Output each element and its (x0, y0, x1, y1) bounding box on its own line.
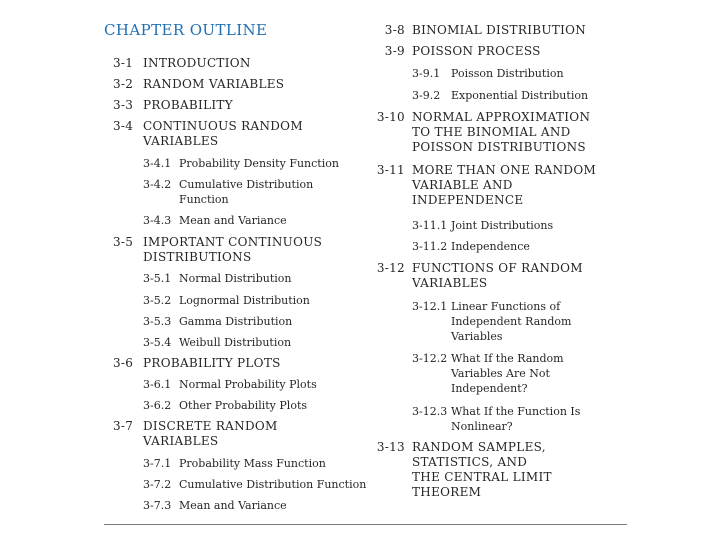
section-title-line: VARIABLES (143, 134, 219, 148)
subsection-number: 3-5.1 (143, 272, 172, 285)
section-number: 3-1 (113, 56, 134, 70)
subsection-title-line: Other Probability Plots (179, 399, 308, 412)
subsection-number: 3-11.1 (412, 219, 448, 232)
subsection-title-line: Independent Random (451, 315, 572, 328)
section-title-line: INTRODUCTION (143, 56, 251, 70)
subsection-title-line: Probability Mass Function (179, 457, 326, 470)
section-title-line: VARIABLE AND (412, 178, 513, 192)
section-title-line: RANDOM SAMPLES, (412, 440, 546, 454)
section-number: 3-11 (376, 163, 405, 177)
section-number: 3-12 (376, 261, 405, 275)
section-number: 3-5 (113, 235, 134, 249)
section-number: 3-2 (113, 77, 134, 91)
subsection-number: 3-9.1 (412, 67, 441, 80)
section-title-line: FUNCTIONS OF RANDOM (412, 261, 583, 275)
bottom-rule (104, 524, 627, 525)
subsection-number: 3-11.2 (412, 240, 448, 253)
subsection-title-line: Normal Probability Plots (179, 378, 317, 391)
section-title-line: DISCRETE RANDOM (143, 419, 278, 433)
section-title-line: TO THE BINOMIAL AND (412, 125, 571, 139)
subsection-title-line: Poisson Distribution (451, 67, 564, 80)
section-title-line: VARIABLES (412, 276, 488, 290)
subsection-title-line: What If the Random (451, 352, 564, 365)
subsection-number: 3-9.2 (412, 89, 441, 102)
section-title-line: THE CENTRAL LIMIT (412, 470, 552, 484)
section-title-line: IMPORTANT CONTINUOUS (143, 235, 323, 249)
subsection-number: 3-7.1 (143, 457, 172, 470)
subsection-title-line: What If the Function Is (451, 405, 581, 418)
section-title-line: NORMAL APPROXIMATION (412, 110, 591, 124)
subsection-title-line: Weibull Distribution (179, 336, 292, 349)
subsection-title-line: Mean and Variance (179, 214, 287, 227)
subsection-number: 3-7.3 (143, 499, 172, 512)
section-title-line: INDEPENDENCE (412, 193, 524, 207)
subsection-title-line: Independence (451, 240, 530, 253)
section-title-line: STATISTICS, AND (412, 455, 528, 469)
outline-title: CHAPTER OUTLINE (104, 21, 268, 39)
subsection-title-line: Probability Density Function (179, 157, 339, 170)
subsection-number: 3-4.3 (143, 214, 172, 227)
subsection-title-line: Cumulative Distribution Function (179, 478, 367, 491)
subsection-title-line: Cumulative Distribution (179, 178, 314, 191)
section-number: 3-6 (113, 356, 134, 370)
subsection-title-line: Nonlinear? (451, 420, 513, 433)
section-title-line: PROBABILITY (143, 98, 233, 112)
subsection-number: 3-5.3 (143, 315, 172, 328)
section-title-line: CONTINUOUS RANDOM (143, 119, 303, 133)
section-title-line: MORE THAN ONE RANDOM (412, 163, 597, 177)
subsection-title-line: Variables (451, 330, 503, 343)
section-title-line: DISTRIBUTIONS (143, 250, 252, 264)
subsection-number: 3-12.2 (412, 352, 448, 365)
subsection-title-line: Exponential Distribution (451, 89, 589, 102)
subsection-number: 3-7.2 (143, 478, 172, 491)
subsection-title-line: Variables Are Not (451, 367, 550, 380)
section-title-line: THEOREM (412, 485, 482, 499)
subsection-title-line: Mean and Variance (179, 499, 287, 512)
subsection-title-line: Linear Functions of (451, 300, 561, 313)
subsection-number: 3-12.3 (412, 405, 448, 418)
section-number: 3-8 (384, 23, 405, 37)
section-number: 3-9 (384, 44, 405, 58)
section-title-line: POISSON PROCESS (412, 44, 541, 58)
subsection-number: 3-5.2 (143, 294, 172, 307)
section-number: 3-3 (113, 98, 134, 112)
subsection-title-line: Gamma Distribution (179, 315, 293, 328)
subsection-title-line: Function (179, 193, 229, 206)
subsection-number: 3-4.2 (143, 178, 172, 191)
section-number: 3-4 (113, 119, 134, 133)
section-title-line: BINOMIAL DISTRIBUTION (412, 23, 587, 37)
subsection-title-line: Lognormal Distribution (179, 294, 310, 307)
subsection-number: 3-6.2 (143, 399, 172, 412)
subsection-title-line: Joint Distributions (451, 219, 554, 232)
subsection-title-line: Independent? (451, 382, 528, 395)
section-number: 3-13 (376, 440, 405, 454)
section-title-line: PROBABILITY PLOTS (143, 356, 281, 370)
subsection-title-line: Normal Distribution (179, 272, 292, 285)
subsection-number: 3-6.1 (143, 378, 172, 391)
section-title-line: VARIABLES (143, 434, 219, 448)
section-title-line: RANDOM VARIABLES (143, 77, 285, 91)
section-title-line: POISSON DISTRIBUTIONS (412, 140, 586, 154)
section-number: 3-10 (376, 110, 405, 124)
subsection-number: 3-4.1 (143, 157, 172, 170)
subsection-number: 3-12.1 (412, 300, 448, 313)
subsection-number: 3-5.4 (143, 336, 172, 349)
section-number: 3-7 (113, 419, 134, 433)
